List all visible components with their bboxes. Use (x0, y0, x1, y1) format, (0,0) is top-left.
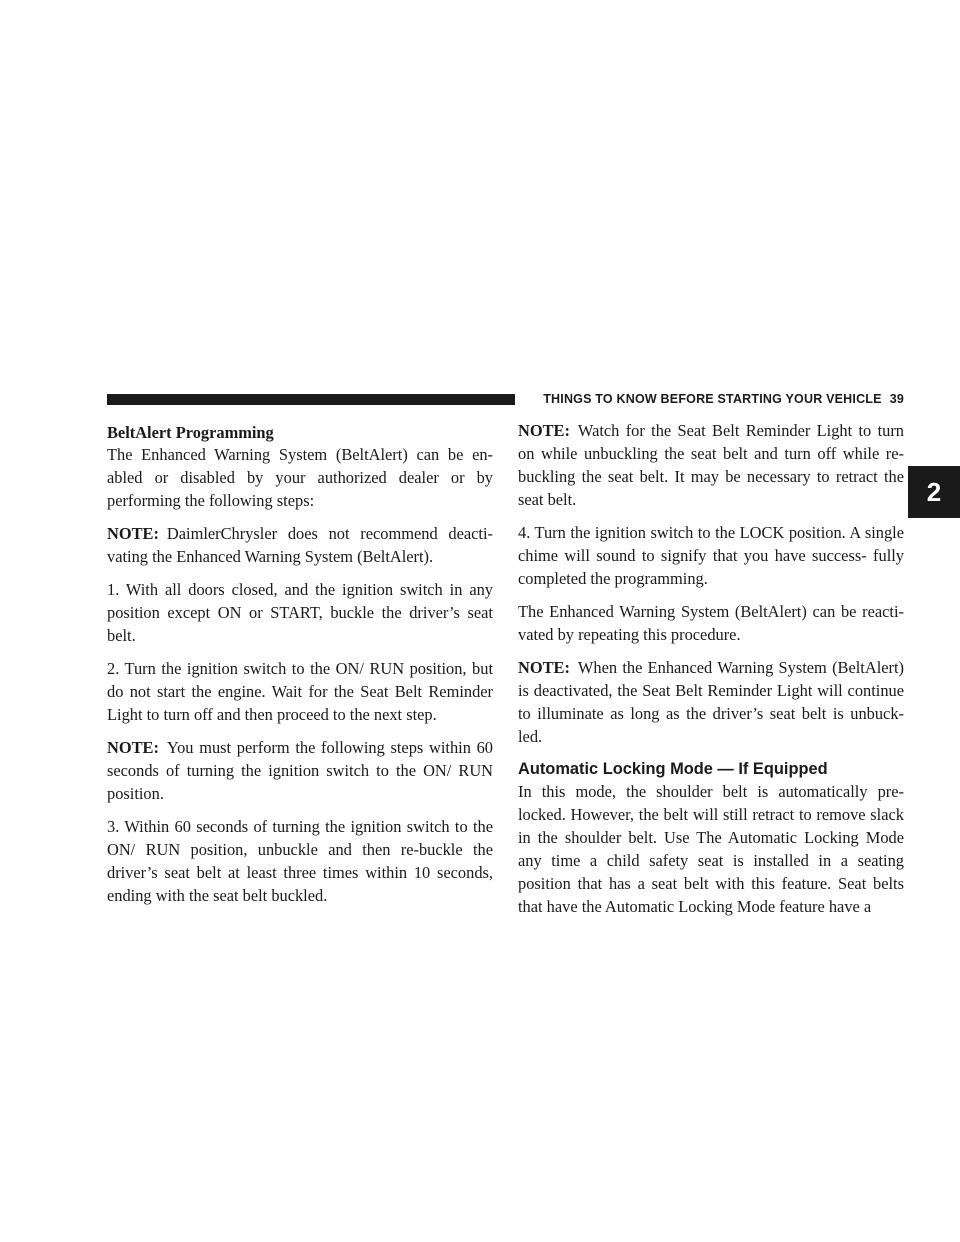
note-paragraph (107, 522, 493, 568)
note-text: When the Enhanced Warning System (BeltAlert) is deactivated, the Seat Belt Reminder Light will continue to illuminate as long as the driver’s seat belt is unbuck- led. (518, 658, 904, 746)
alm-paragraph: In this mode, the shoulder belt is automatically pre- locked. However, the belt will still retract to remove slack in the shoulder belt. Use The Automatic Locking Mode any time a child safety seat is installed in a seating position that has a seat belt with this feature. Seat belts that have the Automatic Locking Mode feature have a (518, 782, 904, 916)
step-4: 4. Turn the ignition switch to the LOCK position. A single chime will sound to signify that you have success- fully completed the programming. (518, 523, 904, 588)
reactivate-paragraph: The Enhanced Warning System (BeltAlert) can be reacti- vated by repeating this procedure. (518, 602, 904, 644)
step-2: 2. Turn the ignition switch to the ON/ RUN position, but do not start the engine. Wait for the Seat Belt Reminder Light to turn off and then proceed to the next step. (107, 659, 493, 724)
chapter-tab: 2 (908, 466, 960, 518)
section-title: THINGS TO KNOW BEFORE STARTING YOUR VEHICLE (543, 392, 882, 406)
note-text: Watch for the Seat Belt Reminder Light to turn on while unbuckling the seat belt and turn off while re-buckling the seat belt. It may be necessary to retract the seat belt. (518, 421, 904, 509)
header-rule (107, 394, 515, 405)
note-label: NOTE: (107, 738, 159, 757)
step-3: 3. Within 60 seconds of turning the ignition switch to the ON/ RUN position, unbuckle and then re-buckle the driver’s seat belt at least three times within 10 seconds, ending with the seat belt buckled. (107, 817, 493, 905)
running-header (524, 392, 904, 406)
section-heading-beltalert: BeltAlert Programming (107, 423, 274, 442)
right-column (518, 419, 904, 918)
step-1: 1. With all doors closed, and the ignition switch in any position except ON or START, buckle the driver’s seat belt. (107, 580, 493, 645)
note-label: NOTE: (518, 421, 570, 440)
intro-paragraph: The Enhanced Warning System (BeltAlert) can be en- abled or disabled by your authorized dealer or by performing the following steps: (107, 445, 493, 510)
page-number: 39 (889, 392, 904, 406)
note-paragraph (518, 656, 904, 748)
note-paragraph (518, 419, 904, 511)
note-text: DaimlerChrysler does not recommend deacti- vating the Enhanced Warning System (BeltAlert). (107, 524, 493, 566)
left-column (107, 422, 493, 907)
note-label: NOTE: (107, 524, 159, 543)
section-heading-automatic-locking: Automatic Locking Mode — If Equipped (518, 760, 828, 778)
note-label: NOTE: (518, 658, 570, 677)
note-paragraph (107, 736, 493, 805)
note-text: You must perform the following steps within 60 seconds of turning the ignition switch to the ON/ RUN position. (107, 738, 493, 803)
